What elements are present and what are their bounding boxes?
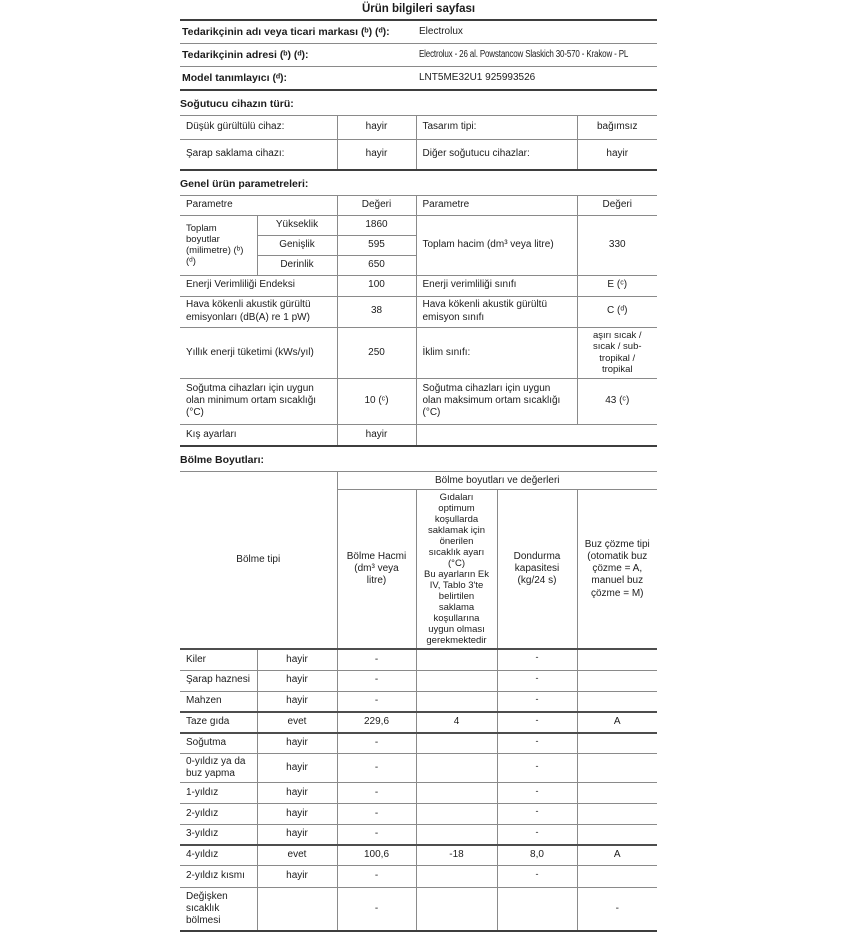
dimension-row-height bbox=[180, 215, 657, 235]
compartment-row-taze-gida bbox=[180, 712, 657, 733]
parameter-value: 43 (ᶜ) bbox=[577, 378, 657, 424]
compartment-present: evet bbox=[257, 845, 337, 865]
column-header-temperature bbox=[416, 490, 497, 650]
compartment-freeze bbox=[497, 670, 577, 691]
compartment-row-2-yildiz bbox=[180, 804, 657, 824]
compartment-row-sogutma bbox=[180, 733, 657, 754]
page-title: Ürün bilgileri sayfası bbox=[180, 0, 657, 21]
raised-dash: - bbox=[535, 672, 539, 683]
dimensions-label: Toplam boyutlar (milimetre) (ᵇ) (ᵈ) bbox=[180, 215, 257, 275]
dimension-value: 1860 bbox=[337, 215, 416, 235]
general-header-row bbox=[180, 195, 657, 215]
parameter-label: Hava kökenli akustik gürültü emisyon sınıfı bbox=[416, 296, 577, 327]
compartment-volume: - bbox=[337, 887, 416, 931]
dimension-label: Yükseklik bbox=[257, 215, 337, 235]
supplier-address-row bbox=[180, 44, 657, 67]
product-info-sheet bbox=[180, 0, 657, 932]
parameter-row bbox=[180, 296, 657, 327]
compartment-temp bbox=[416, 754, 497, 783]
type-table bbox=[180, 115, 657, 171]
compartment-freeze bbox=[497, 712, 577, 733]
type-row bbox=[180, 140, 657, 170]
compartment-volume: - bbox=[337, 754, 416, 783]
parameter-row bbox=[180, 327, 657, 378]
compartment-temp: -18 bbox=[416, 845, 497, 865]
compartment-present: hayir bbox=[257, 670, 337, 691]
total-volume-label: Toplam hacim (dm³ veya litre) bbox=[416, 215, 577, 275]
parameter-label: Enerji Verimliliği Endeksi bbox=[180, 275, 337, 296]
compartment-present: hayir bbox=[257, 804, 337, 824]
compartment-temp bbox=[416, 649, 497, 670]
compartment-volume: - bbox=[337, 804, 416, 824]
column-header-freezing-capacity: Dondurma kapasitesi (kg/24 s) bbox=[497, 490, 577, 650]
parameter-value: aşırı sıcak / sıcak / sub-tropikal / tropikal bbox=[577, 327, 657, 378]
compartment-present: hayir bbox=[257, 733, 337, 754]
compartment-defrost bbox=[577, 865, 657, 887]
column-header-value: Değeri bbox=[337, 195, 416, 215]
column-header-parameter: Parametre bbox=[180, 195, 337, 215]
compartment-freeze bbox=[497, 691, 577, 712]
dimension-label: Derinlik bbox=[257, 255, 337, 275]
type-label: Tasarım tipi: bbox=[416, 116, 577, 140]
compartment-defrost bbox=[577, 670, 657, 691]
compartment-volume: - bbox=[337, 670, 416, 691]
compartment-temp bbox=[416, 783, 497, 804]
supplier-address-value bbox=[417, 44, 657, 67]
winter-setting-value: hayir bbox=[337, 424, 416, 446]
compartments-table bbox=[180, 471, 657, 932]
type-label: Düşük gürültülü cihaz: bbox=[180, 116, 337, 140]
type-value: bağımsız bbox=[577, 116, 657, 140]
compartment-type: 2-yıldız bbox=[180, 804, 257, 824]
compartment-type: Soğutma bbox=[180, 733, 257, 754]
compartment-volume: - bbox=[337, 824, 416, 845]
compartment-freeze bbox=[497, 824, 577, 845]
compartment-present bbox=[257, 887, 337, 931]
compartment-type: Şarap haznesi bbox=[180, 670, 257, 691]
compartment-present: hayir bbox=[257, 691, 337, 712]
compartment-freeze bbox=[497, 649, 577, 670]
compartment-freeze bbox=[497, 783, 577, 804]
general-table bbox=[180, 195, 657, 448]
column-header-parameter: Parametre bbox=[416, 195, 577, 215]
compartment-volume: - bbox=[337, 865, 416, 887]
compartment-defrost: A bbox=[577, 712, 657, 733]
compartment-temp bbox=[416, 804, 497, 824]
compartment-volume: - bbox=[337, 691, 416, 712]
compartment-row-2-yildiz-kismi bbox=[180, 865, 657, 887]
compartment-type: Değişken sıcaklık bölmesi bbox=[180, 887, 257, 931]
compartment-row-sarap-haznesi bbox=[180, 670, 657, 691]
raised-dash: - bbox=[535, 868, 539, 879]
compartment-defrost bbox=[577, 691, 657, 712]
type-label: Diğer soğutucu cihazlar: bbox=[416, 140, 577, 170]
compartment-present: hayir bbox=[257, 865, 337, 887]
compartment-type: Mahzen bbox=[180, 691, 257, 712]
column-header-temperature-line2: Bu ayarların Ek IV, Tablo 3'te belirtilen saklama koşullarına uygun olması gerekmektedir bbox=[424, 569, 489, 647]
compartments-group-header-row bbox=[180, 472, 657, 490]
compartment-defrost bbox=[577, 804, 657, 824]
parameter-value: 250 bbox=[337, 327, 416, 378]
compartment-defrost bbox=[577, 649, 657, 670]
compartment-freeze bbox=[497, 804, 577, 824]
supplier-brand-label: Tedarikçinin adı veya ticari markası (ᵇ) (ᵈ): bbox=[180, 21, 417, 44]
raised-dash: - bbox=[535, 693, 539, 704]
compartment-type: 2-yıldız kısmı bbox=[180, 865, 257, 887]
compartment-temp bbox=[416, 824, 497, 845]
compartment-present: hayir bbox=[257, 783, 337, 804]
supplier-brand-value: Electrolux bbox=[417, 21, 657, 44]
total-volume-value: 330 bbox=[577, 215, 657, 275]
supplier-address-label: Tedarikçinin adresi (ᵇ) (ᵈ): bbox=[180, 44, 417, 67]
supplier-brand-row bbox=[180, 21, 657, 44]
raised-dash: - bbox=[535, 826, 539, 837]
compartment-freeze bbox=[497, 887, 577, 931]
compartment-volume: 100,6 bbox=[337, 845, 416, 865]
compartment-freeze bbox=[497, 754, 577, 783]
raised-dash: - bbox=[535, 785, 539, 796]
supplier-model-value: LNT5ME32U1 925993526 bbox=[417, 67, 657, 91]
compartment-present: evet bbox=[257, 712, 337, 733]
dimension-label: Genişlik bbox=[257, 235, 337, 255]
compartment-temp: 4 bbox=[416, 712, 497, 733]
type-value: hayir bbox=[337, 116, 416, 140]
compartment-defrost bbox=[577, 754, 657, 783]
parameter-value: 100 bbox=[337, 275, 416, 296]
compartment-type: Kiler bbox=[180, 649, 257, 670]
column-header-defrost-type: Buz çözme tipi (otomatik buz çözme = A, manuel buz çözme = M) bbox=[577, 490, 657, 650]
column-header-compartment-type: Bölme tipi bbox=[180, 472, 337, 650]
compartment-defrost bbox=[577, 733, 657, 754]
compartment-row-1-yildiz bbox=[180, 783, 657, 804]
supplier-model-row bbox=[180, 67, 657, 91]
parameter-label: İklim sınıfı: bbox=[416, 327, 577, 378]
parameter-label: Soğutma cihazları için uygun olan minimum ortam sıcaklığı (°C) bbox=[180, 378, 337, 424]
dimension-value: 650 bbox=[337, 255, 416, 275]
compartment-freeze bbox=[497, 733, 577, 754]
column-header-temperature-line1: Gıdaları optimum koşullarda saklamak için önerilen sıcaklık ayarı (°C) bbox=[427, 492, 486, 570]
compartment-volume: - bbox=[337, 649, 416, 670]
raised-dash: - bbox=[535, 806, 539, 817]
section-heading-type: Soğutucu cihazın türü: bbox=[180, 98, 294, 110]
winter-setting-label: Kış ayarları bbox=[180, 424, 337, 446]
compartment-volume: 229,6 bbox=[337, 712, 416, 733]
compartment-type: Taze gıda bbox=[180, 712, 257, 733]
parameter-label: Enerji verimliliği sınıfı bbox=[416, 275, 577, 296]
compartment-type: 4-yıldız bbox=[180, 845, 257, 865]
supplier-model-label: Model tanımlayıcı (ᵈ): bbox=[180, 67, 417, 91]
parameter-row bbox=[180, 275, 657, 296]
column-header-value: Değeri bbox=[577, 195, 657, 215]
raised-dash: - bbox=[535, 714, 539, 725]
compartment-temp bbox=[416, 691, 497, 712]
compartment-temp bbox=[416, 887, 497, 931]
supplier-address-text: Electrolux - 26 al. Powstancow Slaskich 30-570 - Krakow - PL bbox=[419, 48, 629, 60]
compartment-type: 0-yıldız ya da buz yapma bbox=[180, 754, 257, 783]
compartment-present: hayir bbox=[257, 649, 337, 670]
parameter-value: 10 (ᶜ) bbox=[337, 378, 416, 424]
raised-dash: - bbox=[535, 652, 539, 663]
compartment-freeze bbox=[497, 865, 577, 887]
compartment-volume: - bbox=[337, 733, 416, 754]
dimension-value: 595 bbox=[337, 235, 416, 255]
compartment-freeze: 8,0 bbox=[497, 845, 577, 865]
compartment-row-4-yildiz bbox=[180, 845, 657, 865]
section-heading-general: Genel ürün parametreleri: bbox=[180, 177, 309, 190]
parameter-value: C (ᵈ) bbox=[577, 296, 657, 327]
supplier-table bbox=[180, 21, 657, 91]
section-heading-compartments: Bölme Boyutları: bbox=[180, 454, 265, 467]
compartment-defrost: A bbox=[577, 845, 657, 865]
parameter-value: E (ᶜ) bbox=[577, 275, 657, 296]
raised-dash: - bbox=[535, 760, 539, 771]
winter-setting-row bbox=[180, 424, 657, 446]
compartment-defrost bbox=[577, 783, 657, 804]
parameter-label: Yıllık enerji tüketimi (kWs/yıl) bbox=[180, 327, 337, 378]
parameter-label: Soğutma cihazları için uygun olan maksimum ortam sıcaklığı (°C) bbox=[416, 378, 577, 424]
column-header-volume: Bölme Hacmi (dm³ veya litre) bbox=[337, 490, 416, 650]
compartment-temp bbox=[416, 733, 497, 754]
compartment-row-kiler bbox=[180, 649, 657, 670]
compartment-temp bbox=[416, 670, 497, 691]
compartment-defrost bbox=[577, 824, 657, 845]
compartment-present: hayir bbox=[257, 824, 337, 845]
compartment-row-degisken bbox=[180, 887, 657, 931]
type-value: hayir bbox=[577, 140, 657, 170]
compartment-present: hayir bbox=[257, 754, 337, 783]
compartment-temp bbox=[416, 865, 497, 887]
parameter-row bbox=[180, 378, 657, 424]
empty-cell bbox=[416, 424, 657, 446]
compartment-type: 1-yıldız bbox=[180, 783, 257, 804]
compartment-volume: - bbox=[337, 783, 416, 804]
parameter-label: Hava kökenli akustik gürültü emisyonları (dB(A) re 1 pW) bbox=[180, 296, 337, 327]
parameter-value: 38 bbox=[337, 296, 416, 327]
type-row bbox=[180, 116, 657, 140]
compartment-type: 3-yıldız bbox=[180, 824, 257, 845]
compartment-row-mahzen bbox=[180, 691, 657, 712]
type-value: hayir bbox=[337, 140, 416, 170]
compartment-row-0-yildiz bbox=[180, 754, 657, 783]
compartment-row-3-yildiz bbox=[180, 824, 657, 845]
raised-dash: - bbox=[535, 735, 539, 746]
compartment-defrost: - bbox=[577, 887, 657, 931]
group-header: Bölme boyutları ve değerleri bbox=[337, 472, 657, 490]
type-label: Şarap saklama cihazı: bbox=[180, 140, 337, 170]
